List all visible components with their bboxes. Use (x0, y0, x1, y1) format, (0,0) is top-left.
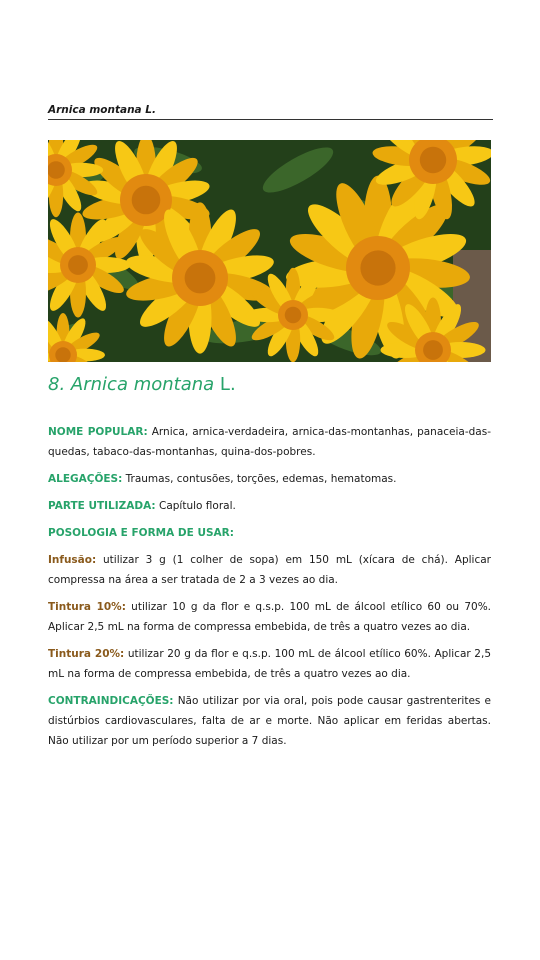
infusion-text: utilizar 3 g (1 colher de sopa) em 150 mL (xícara de chá). Aplicar compressa na área a ser tratada de 2 a 3 vezes ao dia. (48, 554, 491, 586)
contraindications-paragraph (48, 691, 491, 751)
tincture20-label: Tintura 20%: (48, 648, 125, 660)
claims-paragraph (48, 469, 491, 489)
arnica-flower-photo (48, 140, 491, 362)
infusion-paragraph (48, 550, 491, 590)
section-title (48, 374, 236, 395)
claims-label: ALEGAÇÕES: (48, 473, 123, 485)
claims-text: Traumas, contusões, torções, edemas, hematomas. (125, 473, 397, 485)
scientific-name: Arnica montana (70, 374, 215, 395)
popular-name-paragraph (48, 422, 491, 462)
part-used-text: Capítulo floral. (158, 500, 236, 512)
monograph-content (48, 422, 491, 758)
dosage-heading-label: POSOLOGIA E FORMA DE USAR: (48, 527, 234, 539)
part-used-label: PARTE UTILIZADA: (48, 500, 156, 512)
popular-name-label: NOME POPULAR: (48, 426, 148, 438)
running-header: Arnica montana L. (48, 104, 493, 120)
tincture10-paragraph (48, 597, 491, 637)
tincture20-paragraph (48, 644, 491, 684)
section-number: 8. (48, 374, 66, 395)
contraindications-text: Não utilizar por via oral, pois pode causar gastrenterites e distúrbios cardiovasculares, falta de ar e morte. Não aplicar em feridas abertas. Não utilizar por um período superior a 7 dias. (48, 695, 492, 747)
contraindications-label: CONTRAINDICAÇÕES: (48, 695, 174, 707)
author-abbreviation: L. (219, 374, 236, 395)
tincture10-text: utilizar 10 g da flor e q.s.p. 100 mL de álcool etílico 60 ou 70%. Aplicar 2,5 mL na forma de compressa embebida, de três a quatro vezes ao dia. (48, 601, 492, 633)
tincture20-text: utilizar 20 g da flor e q.s.p. 100 mL de álcool etílico 60%. Aplicar 2,5 mL na forma de compressa embebida, de três a quatro vezes ao dia. (48, 648, 492, 680)
dosage-heading (48, 523, 491, 543)
part-used-paragraph (48, 496, 491, 516)
popular-name-text: Arnica, arnica-verdadeira, arnica-das-montanhas, panaceia-das-quedas, tabaco-das-montanhas, quina-dos-pobres. (48, 426, 492, 458)
infusion-label: Infusão: (48, 554, 97, 566)
flower-illustration (48, 140, 491, 362)
tincture10-label: Tintura 10%: (48, 601, 126, 613)
